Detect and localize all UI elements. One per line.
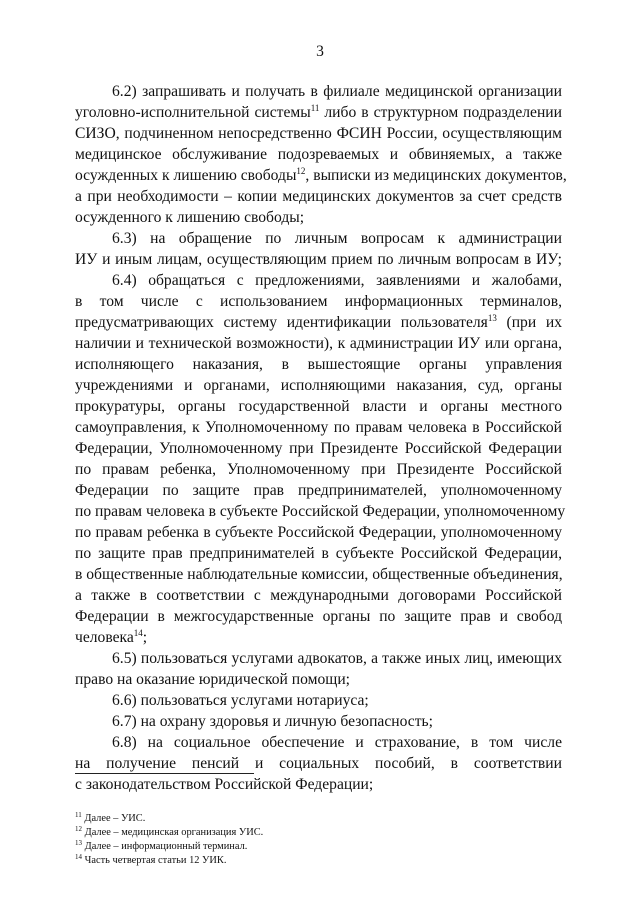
- footnote-14: $^{14}$ Часть четвертая статьи 12 УИК.: [75, 853, 227, 866]
- footnote-ref-11[interactable]: 11: [310, 103, 320, 113]
- text-line: человека$^{14}$;: [75, 628, 148, 646]
- text-line: в том числе с использованием информационных терминалов,: [75, 293, 562, 310]
- footnote-11: $^{11}$ Далее – УИС.: [75, 811, 146, 824]
- text-line: по защите прав предпринимателей в субъекте Российской Федерации,: [75, 545, 562, 562]
- text-line: уголовно-исполнительной системы$^{11}$ либо в структурном подразделении: [75, 103, 562, 121]
- text-line: наличии и технической возможности), к администрации ИУ или органа,: [75, 335, 562, 352]
- text-line: 6.8) на социальное обеспечение и страхование, в том числе: [112, 734, 562, 751]
- text-line: Федерации в межгосударственные органы по защите прав и свобод: [75, 608, 562, 625]
- text-line: самоуправления, к Уполномоченному по правам человека в Российской: [75, 419, 562, 436]
- text-line: 6.3) на обращение по личным вопросам к администрации: [112, 230, 562, 247]
- text-line: ИУ и иным лицам, осуществляющим прием по личным вопросам в ИУ;: [75, 251, 562, 268]
- footnote-ref-13[interactable]: 13: [487, 313, 497, 323]
- text-line: в общественные наблюдательные комиссии, общественные объединения,: [75, 566, 563, 583]
- text-line: учреждениями и органами, исполняющими наказания, суд, органы: [75, 377, 562, 394]
- footnote-ref-12[interactable]: 12: [296, 166, 306, 176]
- text-line: медицинское обслуживание подозреваемых и обвиняемых, а также: [75, 146, 562, 163]
- text-line: с законодательством Российской Федерации;: [75, 776, 374, 793]
- page-number: 3: [316, 43, 324, 60]
- text-line: а при необходимости – копии медицинских документов за счет средств: [75, 188, 562, 205]
- footnote-ref-14[interactable]: 14: [133, 628, 143, 638]
- text-line: предусматривающих систему идентификации пользователя$^{13}$ (при их: [75, 313, 562, 331]
- text-line: исполняющего наказания, в вышестоящие органы управления: [75, 356, 562, 373]
- text-line: право на оказание юридической помощи;: [75, 671, 350, 688]
- text-line: 6.2) запрашивать и получать в филиале медицинской организации: [112, 83, 562, 100]
- text-line: прокуратуры, органы государственной власти и органы местного: [75, 398, 562, 415]
- text-line: 6.6) пользоваться услугами нотариуса;: [112, 692, 369, 709]
- text-line: Федерации по защите прав предпринимателей, уполномоченному: [75, 482, 562, 499]
- text-line: 6.5) пользоваться услугами адвокатов, а также иных лиц, имеющих: [112, 650, 562, 667]
- text-line: по правам ребенка в субъекте Российской Федерации, уполномоченному: [75, 524, 562, 541]
- text-line: осужденного к лишению свободы;: [75, 209, 305, 226]
- text-line: Федерации, Уполномоченному при Президенте Российской Федерации: [75, 440, 562, 457]
- text-line: СИЗО, подчиненном непосредственно ФСИН России, осуществляющим: [75, 125, 562, 142]
- text-line: на получение пенсий и социальных пособий, в соответствии: [75, 755, 562, 772]
- text-line: 6.4) обращаться с предложениями, заявлениями и жалобами,: [112, 272, 562, 289]
- text-line: а также в соответствии с международными договорами Российской: [75, 587, 562, 604]
- footnote-separator: [75, 773, 254, 774]
- text-line: осужденных к лишению свободы$^{12}$, выписки из медицинских документов,: [75, 166, 567, 184]
- text-line: по правам человека в субъекте Российской Федерации, уполномоченному: [75, 503, 566, 520]
- footnote-13: $^{13}$ Далее – информационный терминал.: [75, 839, 248, 852]
- text-line: по правам ребенка, Уполномоченному при Президенте Российской: [75, 461, 562, 478]
- text-line: 6.7) на охрану здоровья и личную безопасность;: [112, 713, 433, 730]
- footnote-12: $^{12}$ Далее – медицинская организация УИС.: [75, 825, 264, 838]
